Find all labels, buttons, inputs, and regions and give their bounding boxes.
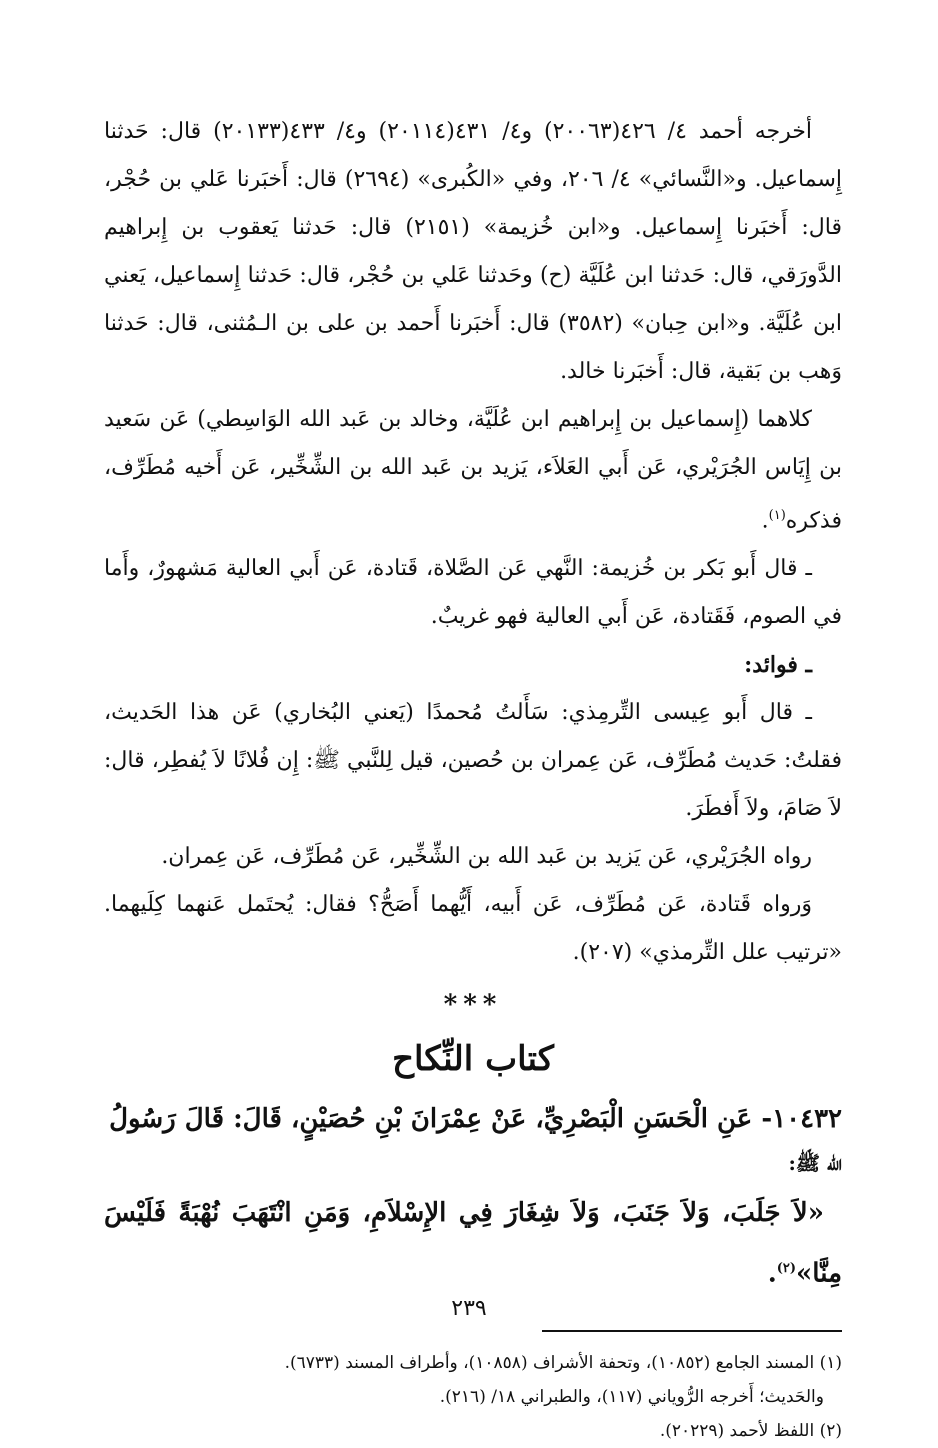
footnote-ref-1: (١) — [768, 508, 786, 523]
tirmidhi-note: ـ قال أَبو عِيسى التِّرمِذي: سَأَلتُ مُحمدًا (يَعني البُخاري) عَن هذا الحَديث، فقلتُ: حَديث مُطَرِّف، عَن عِمران بن حُصين، قيل لِلنَّبي ﷺ: إِن فُلانًا لاَ يُفطِر، قال: لاَ صَامَ، ولاَ أَفطَرَ. — [104, 700, 842, 822]
footnote-1-continued: والحَديث؛ أَخرجه الرُّوياني (١١٧)، والطبراني ١٨/ (٢١٦). — [439, 1386, 824, 1407]
footnote-1: (١) المسند الجامع (١٠٨٥٢)، وتحفة الأشراف (١٠٨٥٨)، وأطراف المسند (٦٧٣٣). — [284, 1352, 842, 1373]
takhrij-paragraph: أخرجه أحمد ٤/ ٤٢٦(٢٠٠٦٣) و٤/ ٤٣١(٢٠١١٤) و٤/ ٤٣٣(٢٠١٣٣) قال: حَدثنا إِسماعيل. و«النَّسائي» ٤/ ٢٠٦، وفي «الكُبرى» (٢٦٩٤) قال: أَخبَرنا عَلي بن حُجْر، قال: أَخبَرنا إِسماعيل. و«ابن خُزيمة» (٢١٥١) قال: حَدثنا يَعقوب بن إِبراهيم الدَّورَقي، قال: حَدثنا ابن عُلَيَّة (ح) وحَدثنا عَلي بن حُجْر، قال: حَدثنا إِسماعيل، يَعني ابن عُلَيَّة. و«ابن حِبان» (٣٥٨٢) قال: أَخبَرنا أَحمد بن على بن الـمُثنى، قال: حَدثنا وَهب بن بَقية، قال: أَخبَرنا خالد. — [104, 119, 843, 384]
hadith-matn: «لاَ جَلَبَ، وَلاَ جَنَبَ، وَلاَ شِغَارَ فِي الإِسْلاَمِ، وَمَنِ انْتَهَبَ نُهْبَةً فَلَيْسَ مِنَّا» — [104, 1198, 842, 1289]
hadith-isnad: ١٠٤٣٢- عَنِ الْحَسَنِ الْبَصْرِيِّ، عَنْ عِمْرَانَ بْنِ حُصَيْنٍ، قَالَ: قَالَ رَسُولُ — [109, 1104, 842, 1135]
fawaid-heading: ـ فوائد: — [744, 652, 812, 679]
jurayri-narration: رواه الجُرَيْري، عَن يَزيد بن عَبد الله بن الشِّخِّير، عَن مُطَرِّف، عَن عِمران. — [161, 844, 812, 870]
footnote-ref-2: (٢) — [776, 1261, 797, 1277]
footnote-2: (٢) اللفظ لأحمد (٢٠٢٢٩). — [659, 1420, 842, 1441]
hadith-text: «لاَ جَلَبَ، وَلاَ جَنَبَ، وَلاَ شِغَارَ فِي الإِسْلاَمِ، وَمَنِ انْتَهَبَ نُهْبَةً فَلَيْسَ مِنَّا»$^{(٢)}$. — [104, 1198, 842, 1289]
page-number: ٢٣٩ — [451, 1296, 487, 1321]
footnote-divider — [542, 1330, 842, 1332]
section-separator: *** — [443, 990, 503, 1021]
ibn-khuzaymah-note: ـ قال أَبو بَكر بن خُزيمة: النَّهي عَن الصَّلاة، قَتادة، عَن أَبي العالية مَشهورٌ، وأَما في الصوم، فَقَتادة، عَن أَبي العالية فهو غريبٌ. — [104, 556, 842, 630]
hadith-isnad-continued: الله ﷺ: — [788, 1151, 842, 1176]
qatadah-narration: وَرواه قَتادة، عَن مُطَرِّف، عَن أَبيه، أَيُّهما أَصَحُّ؟ فقال: يُحتَمل عَنهما كِلَيهما. «ترتيب علل التِّرمذي» (٢٠٧). — [104, 892, 842, 966]
chapter-title: كتاب النِّكاح — [392, 1039, 554, 1080]
isnad-text: كلاهما (إِسماعيل بن إِبراهيم ابن عُلَيَّة، وخالد بن عَبد الله الوَاسِطي) عَن سَعيد بن إِيَاس الجُرَيْري، عَن أَبي العَلاَء، يَزيد بن عَبد الله بن الشِّخِّير، عَن أَخيه مُطَرِّف، فذكره — [104, 407, 842, 534]
isnad-paragraph: كلاهما (إِسماعيل بن إِبراهيم ابن عُلَيَّة، وخالد بن عَبد الله الوَاسِطي) عَن سَعيد بن إِيَاس الجُرَيْري، عَن أَبي العَلاَء، يَزيد بن عَبد الله بن الشِّخِّير، عَن أَخيه مُطَرِّف، فذكره$^{(١)}$. — [104, 407, 842, 534]
